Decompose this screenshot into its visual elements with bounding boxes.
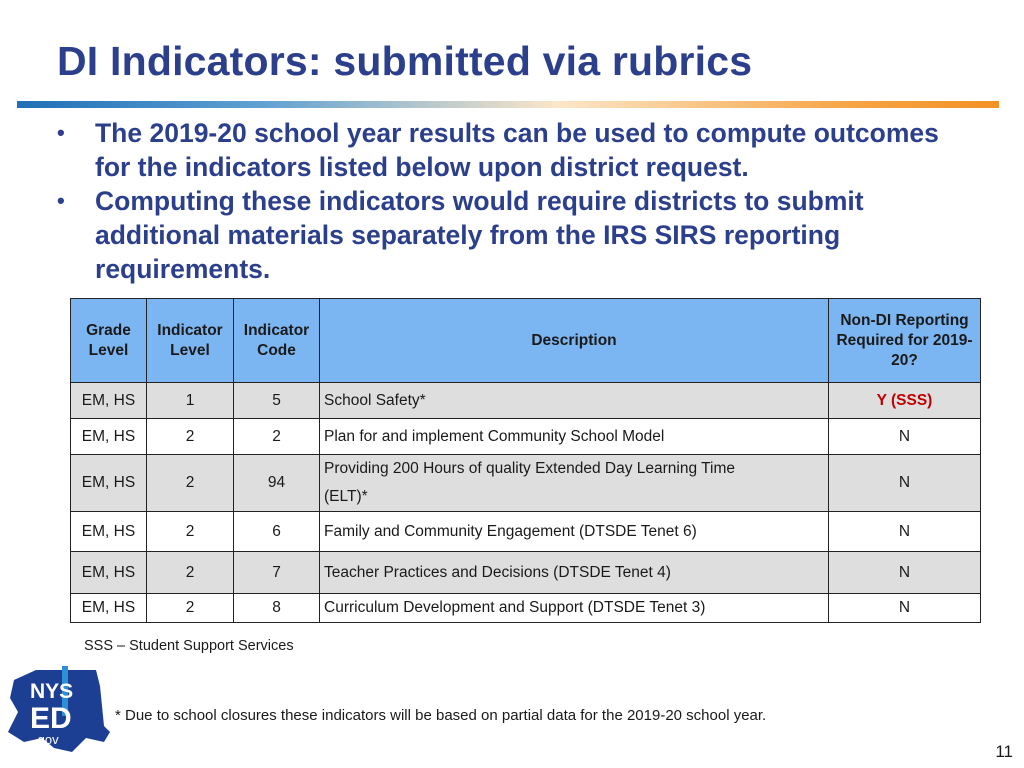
bullet-text: Computing these indicators would require districts to submit additional materials separately from the IRS SIRS reporting requirements. (95, 186, 864, 284)
bullet-list (57, 116, 977, 286)
description-line: Providing 200 Hours of quality Extended Day Learning Time (324, 460, 735, 477)
cell-reporting: N (829, 552, 981, 594)
cell-description: Curriculum Development and Support (DTSDE Tenet 3) (320, 594, 829, 623)
header-grade-level: Grade Level (71, 299, 147, 383)
cell-reporting: N (829, 594, 981, 623)
cell-code: 5 (234, 383, 320, 419)
cell-level: 2 (147, 552, 234, 594)
bullet-text: The 2019-20 school year results can be used to compute outcomes for the indicators listed below upon district request. (95, 118, 939, 182)
header-non-di-reporting: Non-DI Reporting Required for 2019-20? (829, 299, 981, 383)
sss-legend: SSS – Student Support Services (84, 638, 294, 654)
description-line: (ELT)* (324, 488, 368, 505)
cell-level: 1 (147, 383, 234, 419)
cell-reporting: N (829, 419, 981, 455)
table-header-row (71, 299, 981, 383)
logo-text-ed: ED (30, 702, 72, 735)
table-row (71, 594, 981, 623)
bullet-marker: • (57, 120, 65, 145)
cell-description: Family and Community Engagement (DTSDE Tenet 6) (320, 512, 829, 552)
cell-grade: EM, HS (71, 419, 147, 455)
cell-reporting: Y (SSS) (829, 383, 981, 419)
cell-grade: EM, HS (71, 594, 147, 623)
page-number: 11 (995, 742, 1013, 761)
header-description: Description (320, 299, 829, 383)
footnote: * Due to school closures these indicators will be based on partial data for the 2019-20 school year. (115, 707, 767, 724)
cell-level: 2 (147, 455, 234, 512)
cell-reporting: N (829, 455, 981, 512)
cell-reporting: N (829, 512, 981, 552)
cell-code: 2 (234, 419, 320, 455)
title-underline-bar (17, 101, 999, 108)
cell-description: School Safety* (320, 383, 829, 419)
cell-grade: EM, HS (71, 383, 147, 419)
table-row (71, 383, 981, 419)
cell-description (320, 455, 829, 512)
cell-description: Plan for and implement Community School Model (320, 419, 829, 455)
table-row (71, 552, 981, 594)
table-row (71, 512, 981, 552)
cell-code: 7 (234, 552, 320, 594)
nysed-logo (0, 662, 112, 754)
slide-title: DI Indicators: submitted via rubrics (57, 38, 753, 84)
cell-level: 2 (147, 594, 234, 623)
cell-grade: EM, HS (71, 455, 147, 512)
header-indicator-level: Indicator Level (147, 299, 234, 383)
indicators-table (70, 298, 981, 623)
logo-text-nys: NYS (30, 680, 74, 703)
cell-code: 6 (234, 512, 320, 552)
cell-grade: EM, HS (71, 552, 147, 594)
logo-text-gov: .gov (34, 732, 59, 747)
header-indicator-code: Indicator Code (234, 299, 320, 383)
cell-grade: EM, HS (71, 512, 147, 552)
cell-level: 2 (147, 512, 234, 552)
table-row (71, 419, 981, 455)
cell-code: 94 (234, 455, 320, 512)
bullet-marker: • (57, 188, 65, 213)
bullet-item (57, 116, 977, 184)
table-row (71, 455, 981, 512)
cell-level: 2 (147, 419, 234, 455)
bullet-item (57, 184, 977, 286)
cell-description: Teacher Practices and Decisions (DTSDE Tenet 4) (320, 552, 829, 594)
cell-code: 8 (234, 594, 320, 623)
